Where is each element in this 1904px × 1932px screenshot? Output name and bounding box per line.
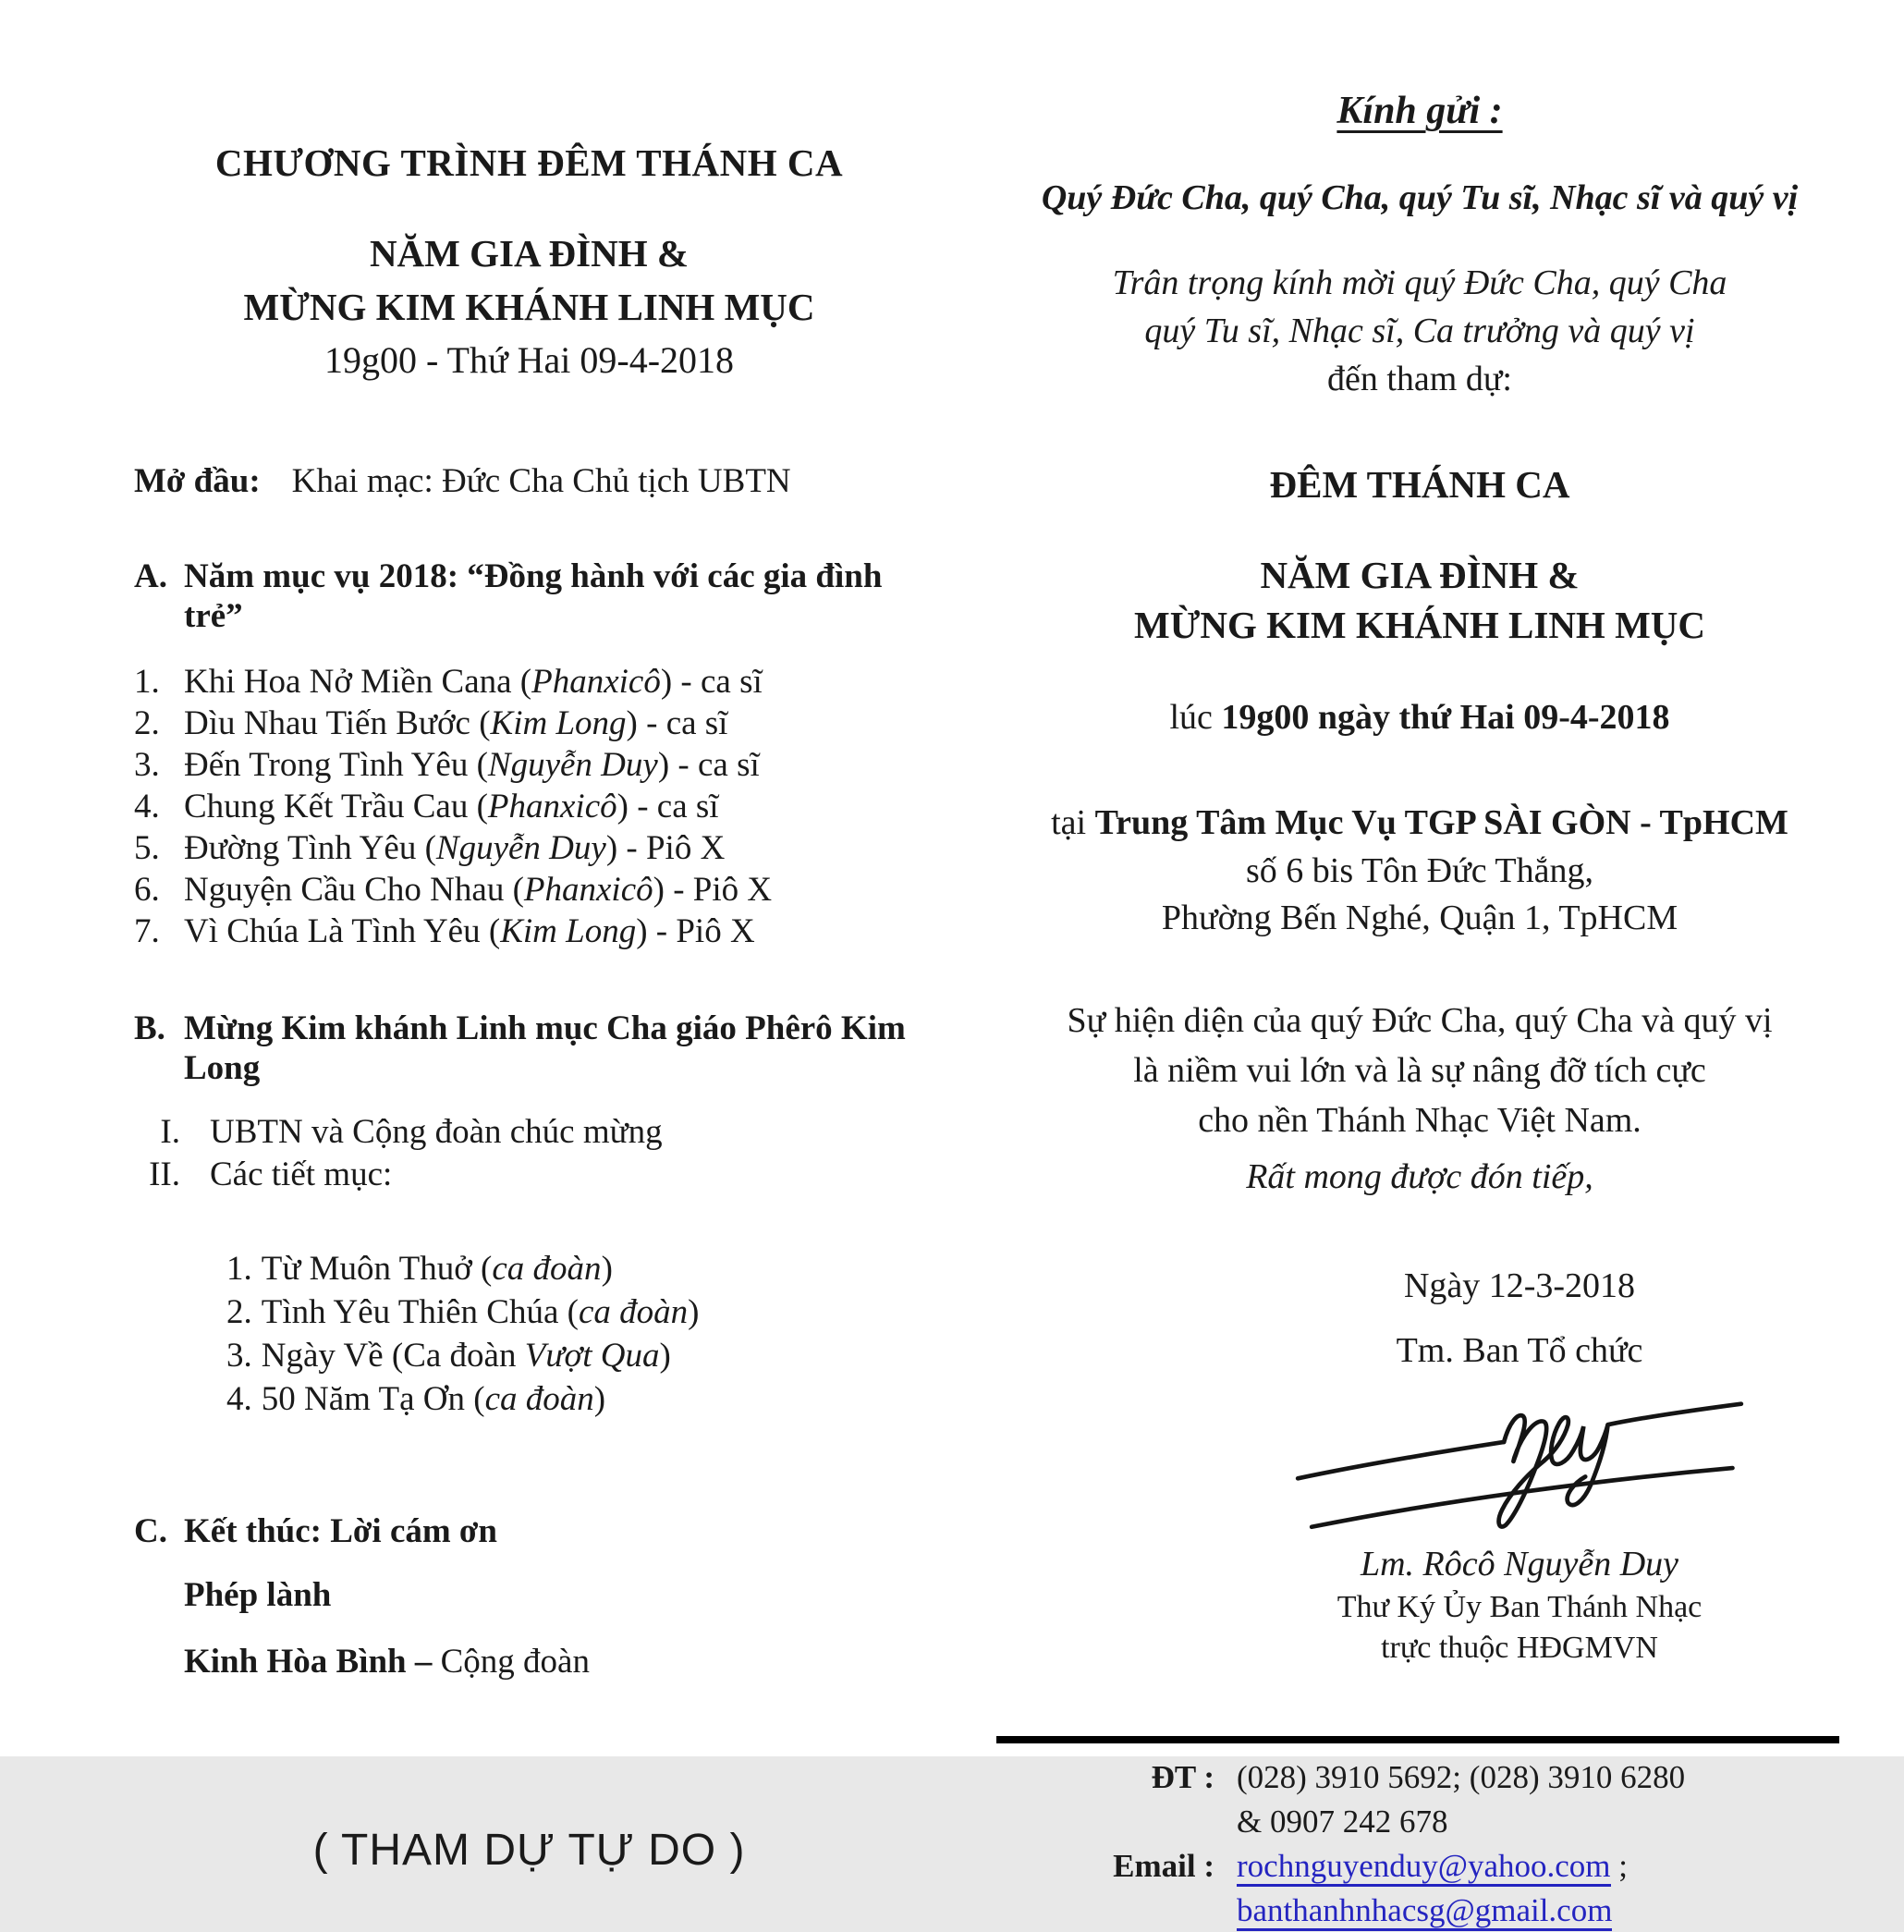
song-text-end: ) [659,1337,671,1375]
song-text [184,911,755,951]
email-separator: ; [1610,1848,1628,1884]
section-a-title: Năm mục vụ 2018: “Đồng hành với các gia đình trẻ” [184,557,883,635]
phone-label-spacer [982,1801,1214,1843]
item-number: II. [149,1156,180,1193]
list-item [134,1155,924,1197]
section-a-song-list [134,662,924,953]
song-text [262,1336,671,1376]
invite-line-1: Trân trọng kính mời quý Đức Cha, quý Cha [1112,263,1727,302]
song-composer: Phanxicô [487,788,617,825]
song-text [184,828,725,868]
contact-divider [996,1736,1839,1743]
event-venue-prefix: tại [1051,803,1095,842]
song-composer: Phanxicô [523,871,653,909]
item-number: I. [160,1113,180,1151]
song-title: Dìu Nhau Tiến Bước ( [184,704,491,742]
song-performer: Vượt Qua [524,1337,660,1375]
program-title: CHƯƠNG TRÌNH ĐÊM THÁNH CA [214,141,844,184]
song-composer: Phanxicô [531,663,661,701]
section-b-number: B. [134,1009,165,1047]
list-item [134,745,924,787]
handwritten-signature-icon [1270,1373,1769,1537]
song-title: Chung Kết Trầu Cau ( [184,788,488,825]
event-venue-line [982,802,1858,843]
song-composer: Kim Long [490,704,627,742]
song-text-end: ) [593,1380,606,1418]
opening-text: Khai mạc: Đức Cha Chủ tịch UBTN [291,462,791,500]
song-text [184,662,763,702]
presence-line-1: Sự hiện diện của quý Đức Cha, quý Cha và quý vị [1067,1001,1773,1040]
email-link-gmail[interactable]: banthanhnhacsg@gmail.com [1237,1892,1612,1931]
opening-line [134,461,924,501]
section-c-line3 [184,1640,924,1684]
event-venue: Trung Tâm Mục Vụ TGP SÀI GÒN - TpHCM [1094,803,1788,842]
song-title: Khi Hoa Nở Miền Cana ( [184,663,532,701]
closing-line: Rất mong được đón tiếp, [1246,1157,1593,1196]
list-item [134,828,924,870]
item-number: 7. [134,912,160,950]
song-text [262,1249,613,1289]
section-c-line1: Kết thúc: Lời cám ơn [184,1512,497,1550]
email-label: Email : [1113,1848,1214,1884]
song-composer: Nguyễn Duy [487,746,658,784]
email-line-1 [1237,1845,1858,1888]
song-title: 50 Năm Tạ Ơn ( [261,1380,485,1418]
salutation: Kính gửi : [1336,90,1503,132]
list-item [226,1292,924,1336]
song-title: Đến Trong Tình Yêu ( [184,746,488,784]
song-title: Nguyện Cầu Cho Nhau ( [184,871,524,909]
song-performer: ) - ca sĩ [660,663,763,701]
venue-address-2: Phường Bến Nghé, Quận 1, TpHCM [1161,899,1678,937]
song-performer: ) - ca sĩ [616,788,719,825]
song-performer: ) - Piô X [636,912,755,950]
section-c-line3-bold: Kinh Hòa Bình – [184,1643,433,1681]
list-item [134,662,924,703]
item-text: Các tiết mục: [210,1156,393,1193]
phone-numbers-2: & 0907 242 678 [1237,1804,1448,1840]
song-text [184,703,727,743]
section-a-number: A. [134,557,167,595]
song-title: Từ Muôn Thuở ( [261,1250,493,1288]
song-text [184,787,719,826]
song-text-end: ) [688,1293,700,1331]
song-performer: ca đoàn [492,1250,602,1288]
email-link-yahoo[interactable]: rochnguyenduy@yahoo.com [1237,1848,1611,1887]
song-performer: ) - ca sĩ [626,704,728,742]
presence-line-3: cho nền Thánh Nhạc Việt Nam. [1198,1101,1642,1140]
song-performer: ) - Piô X [605,829,726,867]
item-number: 1. [226,1250,252,1288]
section-c-line2: Phép lành [184,1576,332,1614]
song-title: Ngày Về (Ca đoàn [261,1337,525,1375]
song-performer: ca đoàn [578,1293,689,1331]
list-item [134,911,924,953]
email-line-2 [1237,1889,1858,1932]
section-c-line3-rest: Cộng đoàn [432,1643,590,1681]
song-title: Vì Chúa Là Tình Yêu ( [184,912,501,950]
item-number: 4. [226,1380,252,1418]
presence-line-2: là niềm vui lớn và là sự nâng đỡ tích cực [1133,1051,1706,1090]
email-label-spacer [982,1889,1214,1932]
program-datetime: 19g00 - Thứ Hai 09-4-2018 [323,339,735,381]
section-b-song-list [226,1249,924,1423]
item-number: 3. [226,1337,252,1375]
recipients-line: Quý Đức Cha, quý Cha, quý Tu sĩ, Nhạc sĩ và quý vị [1041,178,1799,217]
event-time-line [982,697,1858,738]
song-performer: ) - ca sĩ [657,746,760,784]
song-performer: ca đoàn [484,1380,594,1418]
song-text [184,870,772,910]
section-b-roman-list [134,1112,924,1197]
event-title: ĐÊM THÁNH CA [1269,463,1570,506]
song-composer: Nguyễn Duy [435,829,606,867]
song-performer: ) - Piô X [653,871,773,909]
item-number: 6. [134,871,160,909]
event-time-prefix: lúc [1169,698,1222,737]
item-number: 3. [134,746,160,784]
opening-label: Mở đầu: [134,462,261,500]
event-subtitle-1: NĂM GIA ĐÌNH & [1260,554,1580,596]
item-number: 5. [134,829,160,867]
song-text [184,745,760,785]
program-header [134,141,924,382]
item-number: 1. [134,663,160,701]
event-time: 19g00 ngày thứ Hai 09-4-2018 [1221,698,1670,737]
item-number: 2. [134,704,160,742]
song-text [262,1379,605,1419]
program-subtitle-2: MỪNG KIM KHÁNH LINH MỤC [243,286,815,328]
song-title: Tình Yêu Thiên Chúa ( [261,1293,579,1331]
section-c [134,1511,924,1684]
contact-block [982,1756,1858,1932]
signer-title-2: trực thuộc HĐGMVN [1381,1631,1658,1665]
signer-title-1: Thư Ký Ủy Ban Thánh Nhạc [1336,1590,1703,1624]
list-item [134,1112,924,1155]
phone-label: ĐT : [1151,1759,1214,1795]
item-number: 2. [226,1293,252,1331]
section-c-number: C. [134,1512,167,1550]
list-item [226,1379,924,1423]
section-c-heading [134,1511,924,1551]
phone-numbers-1: (028) 3910 5692; (028) 3910 6280 [1237,1759,1686,1795]
list-item [134,787,924,828]
presence-paragraph [982,996,1858,1145]
list-item [226,1336,924,1379]
section-b-heading [134,1009,924,1088]
song-composer: Kim Long [500,912,637,950]
song-text-end: ) [601,1250,613,1288]
signature-image [1187,1373,1852,1542]
list-item [134,870,924,911]
item-text: UBTN và Cộng đoàn chúc mừng [210,1113,663,1151]
section-b-title: Mừng Kim khánh Linh mục Cha giáo Phêrô Kim Long [184,1009,906,1087]
signature-block [1187,1266,1852,1666]
invite-line-2: quý Tu sĩ, Nhạc sĩ, Ca trưởng và quý vị [1144,312,1695,350]
signer-name: Lm. Rôcô Nguyễn Duy [1360,1545,1679,1584]
program-column [134,0,924,1876]
signature-org: Tm. Ban Tổ chức [1396,1331,1643,1370]
item-number: 4. [134,788,160,825]
venue-address-1: số 6 bis Tôn Đức Thắng, [1246,851,1593,890]
signature-date: Ngày 12-3-2018 [1403,1266,1636,1305]
invite-line-3: đến tham dự: [1326,360,1512,398]
program-subtitle-1: NĂM GIA ĐÌNH & [369,232,690,275]
free-admission-note: ( THAM DỰ TỰ DO ) [312,1826,746,1875]
song-title: Đường Tình Yêu ( [184,829,436,867]
list-item [134,703,924,745]
song-text [262,1292,700,1332]
invitation-column [982,0,1858,1932]
event-subtitle-2: MỪNG KIM KHÁNH LINH MỤC [1134,604,1705,646]
list-item [226,1249,924,1292]
section-a-heading [134,556,924,636]
